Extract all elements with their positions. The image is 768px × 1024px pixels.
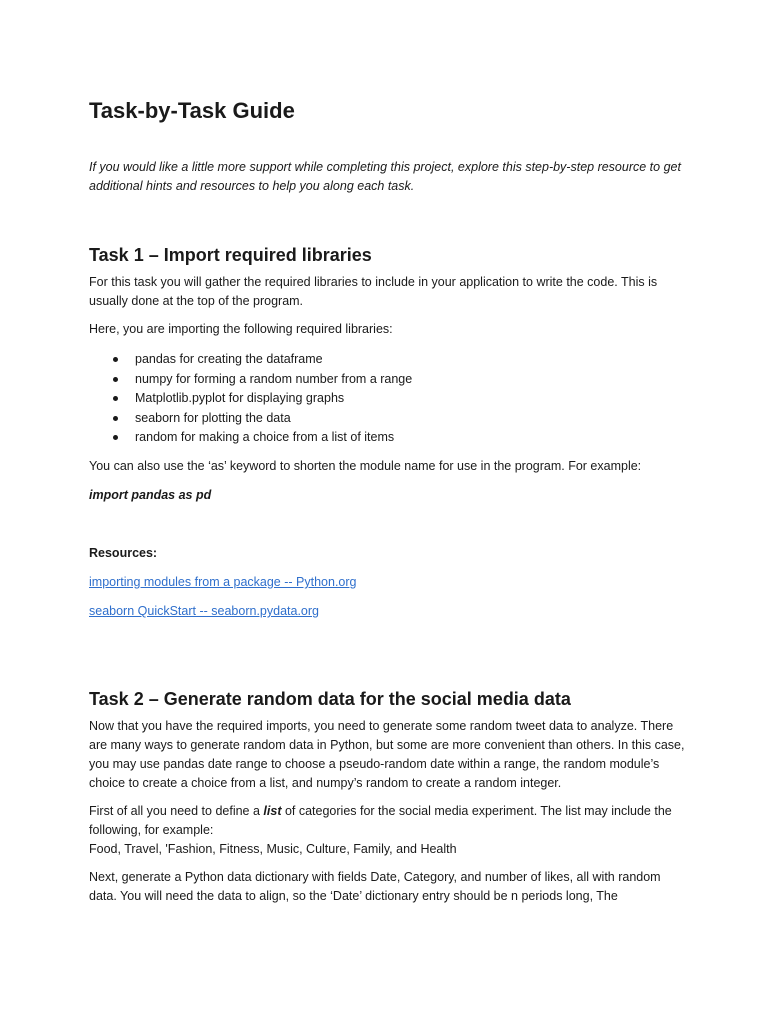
task1-paragraph-2: Here, you are importing the following required libraries: [89, 322, 393, 336]
task1-paragraph-3: You can also use the ‘as’ keyword to shorten the module name for use in the program. For example: [89, 459, 642, 473]
resource-link-python-org[interactable] [89, 573, 689, 592]
bullet-icon [113, 377, 118, 382]
task2-paragraph-3: Next, generate a Python data dictionary with fields Date, Category, and number of likes, all with random data. You will need the data to align, so the ‘Date’ dictionary entry should be n periods long, The [89, 870, 661, 903]
page-title: Task-by-Task Guide [89, 98, 295, 123]
bullet-icon [113, 435, 118, 440]
library-list [89, 350, 689, 448]
task2-paragraph-1: Now that you have the required imports, you need to generate some random tweet data to analyze. There are many ways to generate random data in Python, but some are more convenient than others. In this case, you may use pandas date range to choose a pseudo-random date within a range, the random module’s choice to create a choice from a list, and numpy’s random to create a random integer. [89, 719, 685, 790]
list-item: random for making a choice from a list of items [89, 428, 689, 448]
resources-label: Resources: [89, 546, 158, 560]
task1-heading: Task 1 – Import required libraries [89, 245, 372, 265]
intro-paragraph: If you would like a little more support while completing this project, explore this step-by-step resource to get additional hints and resources to help you along each task. [89, 160, 681, 193]
task2-heading: Task 2 – Generate random data for the social media data [89, 689, 571, 709]
resource-link-python-org-text[interactable]: importing modules from a package -- Python.org [89, 575, 357, 589]
bullet-icon [113, 396, 118, 401]
resource-link-seaborn[interactable] [89, 602, 689, 621]
resource-link-seaborn-text[interactable]: seaborn QuickStart -- seaborn.pydata.org [89, 604, 319, 618]
list-item: seaborn for plotting the data [89, 409, 689, 429]
list-item: numpy for forming a random number from a range [89, 370, 689, 390]
category-examples: Food, Travel, 'Fashion, Fitness, Music, Culture, Family, and Health [89, 842, 457, 856]
list-emphasis: list [263, 804, 282, 818]
bullet-icon [113, 416, 118, 421]
list-item: pandas for creating the dataframe [89, 350, 689, 370]
list-item: Matplotlib.pyplot for displaying graphs [89, 389, 689, 409]
bullet-icon [113, 357, 118, 362]
code-example: import pandas as pd [89, 488, 212, 502]
task2-paragraph-2: First of all you need to define a list of categories for the social media experiment. The list may include the following, for example: Food, Travel, 'Fashion, Fitness, Music, Culture, Family, and Health [89, 804, 672, 856]
task1-paragraph-1: For this task you will gather the required libraries to include in your application to write the code. This is usually done at the top of the program. [89, 275, 658, 308]
